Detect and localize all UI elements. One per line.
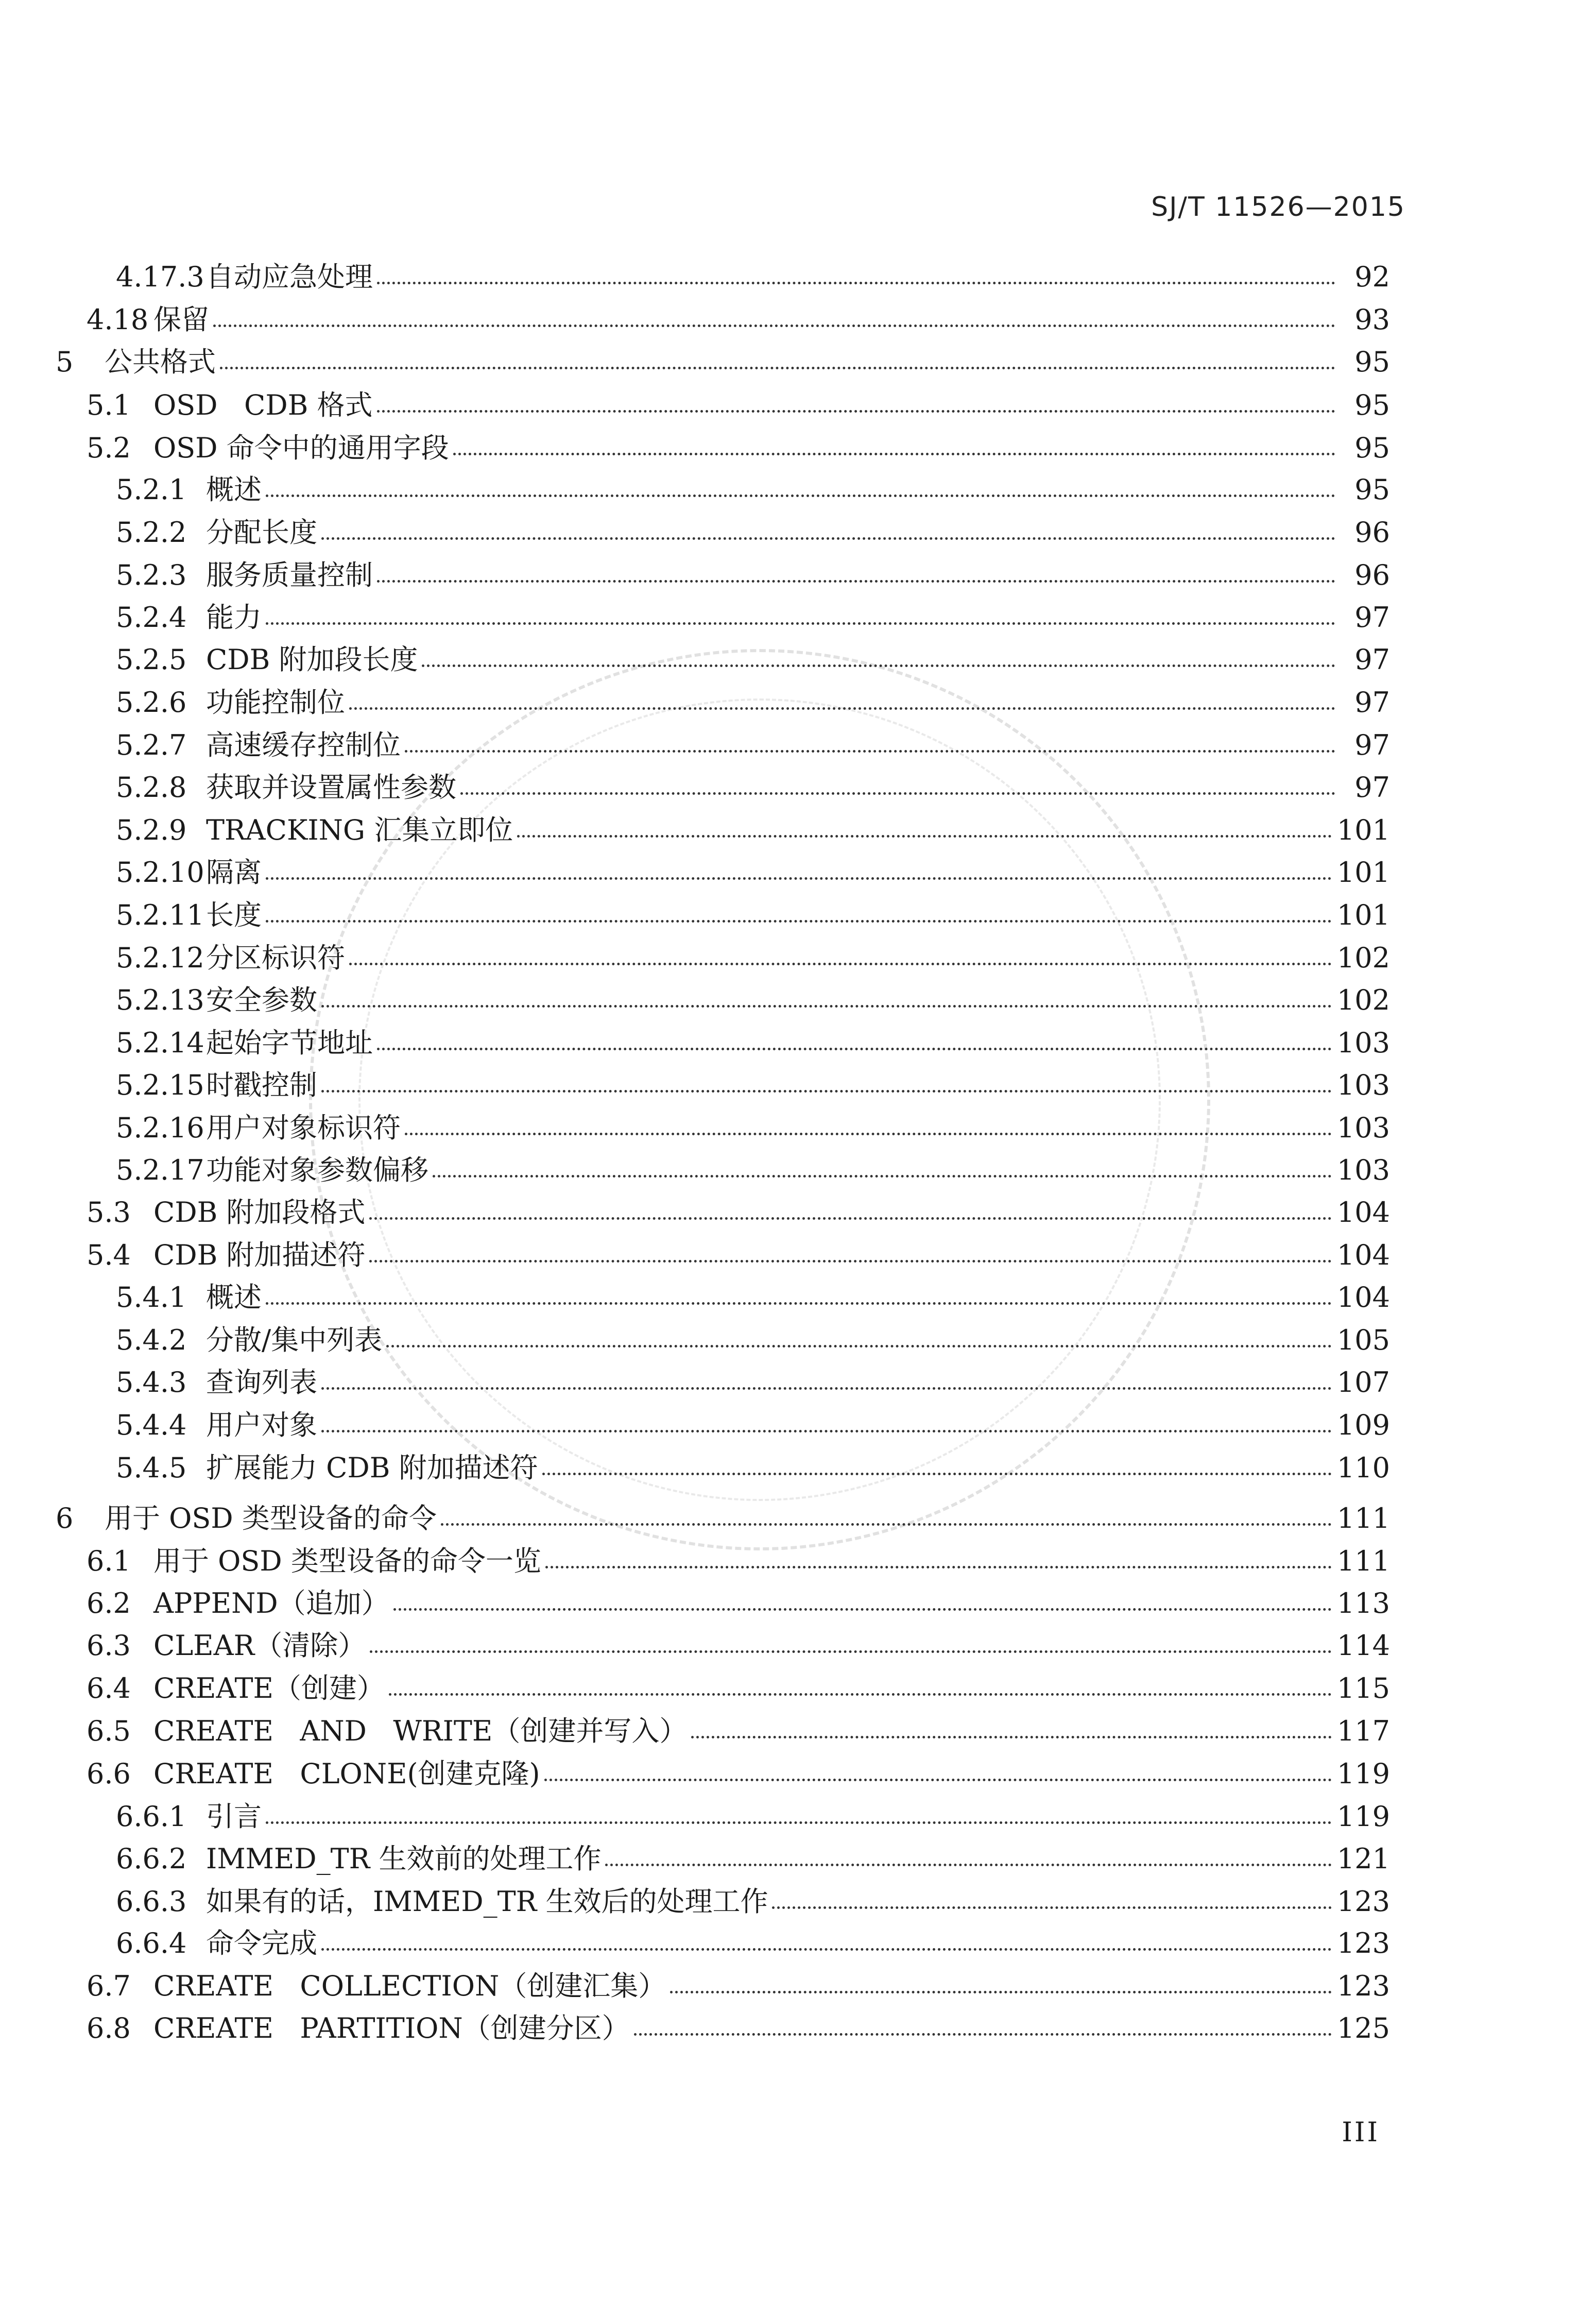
toc-dot-leader	[386, 1329, 1332, 1347]
toc-entry[interactable]	[0, 426, 1596, 467]
toc-entry-title: 用户对象标识符	[206, 1112, 401, 1144]
toc-entry-title: 自动应急处理	[206, 261, 373, 293]
toc-entry-number: 5.2.15	[116, 1069, 204, 1101]
toc-dot-leader	[393, 1593, 1332, 1611]
toc-entry-number: 5.2.9	[116, 814, 187, 846]
toc-entry[interactable]	[0, 1318, 1596, 1359]
toc-entry-title: 如果有的话，IMMED_TR 生效后的处理工作	[206, 1885, 768, 1918]
toc-dot-leader	[370, 1635, 1332, 1653]
toc-entry-title: 安全参数	[206, 984, 317, 1016]
toc-entry-title: 能力	[206, 601, 262, 634]
toc-entry-page: 123	[1336, 1885, 1390, 1918]
toc-entry-title: CREATE AND WRITE（创建并写入）	[153, 1715, 688, 1747]
toc-dot-leader	[517, 820, 1332, 838]
toc-entry-page: 96	[1354, 516, 1390, 549]
toc-entry-title: CREATE PARTITION（创建分区）	[153, 2012, 630, 2044]
toc-entry-title: OSD CDB 格式	[153, 389, 373, 421]
toc-entry-title: TRACKING 汇集立即位	[206, 814, 513, 846]
toc-entry-page: 111	[1336, 1545, 1390, 1577]
toc-entry[interactable]	[0, 1403, 1596, 1444]
toc-dot-leader	[369, 1244, 1331, 1263]
page-number: III	[1342, 2117, 1380, 2148]
toc-entry-number: 4.17.3	[116, 261, 204, 293]
toc-entry-number: 6.2	[87, 1587, 131, 1619]
toc-entry-page: 103	[1336, 1069, 1390, 1101]
toc-entry-page: 119	[1336, 1758, 1390, 1790]
toc-entry[interactable]	[0, 723, 1596, 764]
toc-entry-title: 引言	[206, 1800, 262, 1833]
toc-entry[interactable]	[0, 765, 1596, 807]
toc-entry[interactable]	[0, 1921, 1596, 1963]
toc-entry-number: 6.6.3	[116, 1885, 187, 1918]
toc-entry-title: CLEAR（清除）	[153, 1629, 366, 1662]
toc-entry-title: 获取并设置属性参数	[206, 771, 456, 804]
toc-entry-title: 扩展能力 CDB 附加描述符	[206, 1452, 538, 1484]
toc-entry-number: 5.4.5	[116, 1452, 187, 1484]
toc-entry[interactable]	[0, 1190, 1596, 1232]
toc-dot-leader	[377, 1032, 1332, 1050]
toc-entry-page: 95	[1354, 432, 1390, 464]
toc-entry-page: 104	[1336, 1196, 1390, 1229]
toc-entry-title: 概述	[206, 473, 262, 506]
toc-entry-number: 4.18	[87, 303, 149, 336]
toc-entry[interactable]	[0, 680, 1596, 722]
toc-dot-leader	[213, 309, 1335, 327]
toc-entry[interactable]	[0, 1624, 1596, 1665]
toc-dot-leader	[691, 1720, 1332, 1738]
toc-entry[interactable]	[0, 1752, 1596, 1793]
toc-entry-title: 分区标识符	[206, 942, 345, 974]
toc-entry-title: 概述	[206, 1281, 262, 1313]
toc-entry-page: 93	[1354, 303, 1390, 336]
toc-entry-title: CDB 附加描述符	[153, 1239, 366, 1271]
toc-dot-leader	[266, 479, 1335, 497]
toc-entry-page: 92	[1354, 261, 1390, 293]
toc-entry-number: 5.2.17	[116, 1154, 204, 1186]
toc-entry[interactable]	[0, 893, 1596, 934]
toc-entry[interactable]	[0, 1063, 1596, 1104]
toc-dot-leader	[266, 607, 1335, 625]
toc-entry[interactable]	[0, 1021, 1596, 1062]
toc-entry-page: 97	[1354, 729, 1390, 761]
toc-entry-number: 5.3	[87, 1196, 131, 1229]
toc-entry-page: 95	[1354, 389, 1390, 421]
toc-entry-page: 101	[1336, 814, 1390, 846]
toc-entry[interactable]	[0, 2006, 1596, 2048]
toc-entry-number: 5.2.10	[116, 856, 204, 889]
toc-dot-leader	[321, 522, 1335, 540]
toc-entry-page: 97	[1354, 771, 1390, 804]
toc-entry-number: 5.2.13	[116, 984, 204, 1016]
toc-entry-number: 5.2.3	[116, 559, 187, 591]
toc-dot-leader	[772, 1891, 1331, 1909]
toc-dot-leader	[369, 1202, 1331, 1220]
toc-entry-number: 6.6.2	[116, 1843, 187, 1875]
toc-entry-title: 起始字节地址	[206, 1027, 373, 1059]
toc-entry-title: 服务质量控制	[206, 559, 373, 591]
toc-entry-number: 6.6.4	[116, 1927, 187, 1959]
toc-dot-leader	[441, 1508, 1332, 1526]
toc-dot-leader	[670, 1975, 1332, 1993]
toc-entry-page: 102	[1336, 942, 1390, 974]
toc-entry-page: 113	[1336, 1587, 1390, 1619]
toc-entry[interactable]	[0, 1666, 1596, 1708]
toc-entry-number: 5.2.11	[116, 899, 204, 931]
toc-dot-leader	[321, 1372, 1332, 1390]
toc-entry-page: 103	[1336, 1154, 1390, 1186]
toc-entry-number: 5.2.12	[116, 942, 204, 974]
toc-dot-leader	[321, 1933, 1332, 1951]
toc-entry[interactable]	[0, 1837, 1596, 1878]
toc-entry-page: 95	[1354, 346, 1390, 378]
toc-entry-page: 95	[1354, 473, 1390, 506]
toc-entry[interactable]	[0, 1539, 1596, 1580]
document-code: SJ/T 11526—2015	[1151, 192, 1405, 223]
toc-dot-leader	[321, 990, 1332, 1008]
toc-entry-page: 125	[1336, 2012, 1390, 2044]
toc-dot-leader	[377, 266, 1335, 284]
toc-entry[interactable]	[0, 553, 1596, 594]
toc-entry-page: 105	[1336, 1324, 1390, 1356]
toc-entry-number: 6.6.1	[116, 1800, 187, 1833]
toc-entry-title: 用于 OSD 类型设备的命令一览	[153, 1545, 541, 1577]
toc-entry-title: 功能控制位	[206, 686, 345, 719]
toc-dot-leader	[349, 947, 1332, 965]
toc-entry-number: 5.4.2	[116, 1324, 187, 1356]
toc-entry-page: 104	[1336, 1281, 1390, 1313]
toc-entry-number: 5.4.3	[116, 1366, 187, 1398]
toc-entry[interactable]	[0, 1795, 1596, 1836]
toc-dot-leader	[634, 2018, 1332, 2036]
toc-entry[interactable]	[0, 1275, 1596, 1317]
toc-entry-page: 123	[1336, 1970, 1390, 2002]
toc-entry-number: 5.2.1	[116, 473, 187, 506]
toc-entry[interactable]	[0, 808, 1596, 849]
toc-entry-title: IMMED_TR 生效前的处理工作	[206, 1843, 602, 1875]
toc-entry[interactable]	[0, 1581, 1596, 1623]
toc-entry-number: 5.2.14	[116, 1027, 204, 1059]
toc-entry[interactable]	[0, 298, 1596, 339]
toc-entry-number: 6.7	[87, 1970, 131, 2002]
toc-dot-leader	[220, 351, 1335, 369]
toc-dot-leader	[460, 777, 1335, 795]
toc-entry-number: 6	[56, 1502, 74, 1534]
toc-entry-title: 查询列表	[206, 1366, 317, 1398]
toc-dot-leader	[321, 1414, 1332, 1432]
toc-entry-number: 5.4.1	[116, 1281, 187, 1313]
toc-entry-page: 121	[1336, 1843, 1390, 1875]
toc-entry-title: 用户对象	[206, 1409, 317, 1441]
toc-entry-page: 111	[1336, 1502, 1390, 1534]
toc-entry-title: APPEND（追加）	[153, 1587, 389, 1619]
toc-entry-title: 高速缓存控制位	[206, 729, 401, 761]
toc-entry-number: 6.3	[87, 1629, 131, 1662]
toc-entry[interactable]	[0, 1496, 1596, 1538]
toc-entry-number: 6.5	[87, 1715, 131, 1747]
toc-entry[interactable]	[0, 1880, 1596, 1921]
toc-entry-number: 6.6	[87, 1758, 131, 1790]
toc-entry-number: 5.2.6	[116, 686, 187, 719]
toc-entry-page: 107	[1336, 1366, 1390, 1398]
toc-entry-page: 114	[1336, 1629, 1390, 1662]
toc-entry-number: 6.1	[87, 1545, 131, 1577]
toc-entry-number: 5.2.7	[116, 729, 187, 761]
toc-entry-page: 104	[1336, 1239, 1390, 1271]
toc-entry-page: 101	[1336, 899, 1390, 931]
toc-entry[interactable]	[0, 638, 1596, 679]
toc-dot-leader	[266, 862, 1332, 880]
toc-dot-leader	[433, 1159, 1332, 1178]
toc-entry-title: CREATE CLONE(创建克隆)	[153, 1758, 540, 1790]
toc-dot-leader	[266, 1287, 1332, 1305]
toc-entry-number: 5.2.16	[116, 1112, 204, 1144]
toc-dot-leader	[453, 437, 1335, 455]
toc-entry-page: 97	[1354, 643, 1390, 676]
toc-entry-number: 5.2.8	[116, 771, 187, 804]
toc-entry-page: 109	[1336, 1409, 1390, 1441]
toc-entry-number: 5.2.5	[116, 643, 187, 676]
toc-dot-leader	[377, 395, 1335, 413]
toc-entry[interactable]	[0, 1964, 1596, 2005]
toc-entry-page: 123	[1336, 1927, 1390, 1959]
toc-dot-leader	[542, 1457, 1332, 1475]
toc-entry-number: 6.8	[87, 2012, 131, 2044]
toc-entry[interactable]	[0, 1360, 1596, 1402]
toc-entry[interactable]	[0, 383, 1596, 424]
toc-entry-number: 6.4	[87, 1672, 131, 1704]
toc-entry-title: CDB 附加段长度	[206, 643, 418, 676]
toc-entry-number: 5	[56, 346, 74, 378]
toc-dot-leader	[349, 692, 1335, 710]
toc-entry-title: 用于 OSD 类型设备的命令	[105, 1502, 437, 1534]
toc-dot-leader	[544, 1763, 1332, 1781]
toc-entry-title: CREATE（创建）	[153, 1672, 385, 1704]
toc-entry[interactable]	[0, 936, 1596, 977]
toc-entry-title: CREATE COLLECTION（创建汇集）	[153, 1970, 666, 2002]
toc-entry-title: 功能对象参数偏移	[206, 1154, 428, 1186]
toc-dot-leader	[266, 1806, 1332, 1824]
toc-entry[interactable]	[0, 1233, 1596, 1274]
toc-entry-page: 110	[1336, 1452, 1390, 1484]
toc-entry[interactable]	[0, 510, 1596, 552]
toc-entry-page: 96	[1354, 559, 1390, 591]
toc-entry-number: 5.2.2	[116, 516, 187, 549]
toc-entry-page: 119	[1336, 1800, 1390, 1833]
toc-entry-page: 103	[1336, 1027, 1390, 1059]
toc-entry-number: 5.1	[87, 389, 131, 421]
toc-entry-page: 102	[1336, 984, 1390, 1016]
toc-dot-leader	[389, 1678, 1332, 1696]
toc-entry[interactable]	[0, 1709, 1596, 1750]
toc-dot-leader	[405, 735, 1335, 753]
toc-entry-page: 97	[1354, 686, 1390, 719]
toc-entry[interactable]	[0, 1148, 1596, 1189]
toc-entry-page: 115	[1336, 1672, 1390, 1704]
toc-entry-page: 103	[1336, 1112, 1390, 1144]
toc-entry[interactable]	[0, 340, 1596, 381]
toc-dot-leader	[422, 649, 1335, 667]
toc-entry-number: 5.4	[87, 1239, 131, 1271]
toc-dot-leader	[377, 565, 1335, 583]
toc-dot-leader	[545, 1550, 1332, 1568]
toc-entry-page: 117	[1336, 1715, 1390, 1747]
toc-entry[interactable]	[0, 978, 1596, 1019]
toc-entry[interactable]	[0, 850, 1596, 892]
toc-entry[interactable]	[0, 468, 1596, 509]
toc-entry-number: 5.2	[87, 432, 131, 464]
toc-entry-title: 保留	[153, 303, 209, 336]
toc-entry-title: OSD 命令中的通用字段	[153, 432, 449, 464]
toc-entry-page: 97	[1354, 601, 1390, 634]
toc-entry-number: 5.4.4	[116, 1409, 187, 1441]
toc-entry-title: 分散/集中列表	[206, 1324, 383, 1356]
toc-dot-leader	[405, 1117, 1332, 1135]
toc-entry[interactable]	[0, 255, 1596, 296]
toc-dot-leader	[266, 905, 1332, 923]
toc-entry[interactable]	[0, 1106, 1596, 1147]
toc-entry-page: 101	[1336, 856, 1390, 889]
toc-dot-leader	[605, 1848, 1331, 1866]
toc-entry-title: CDB 附加段格式	[153, 1196, 366, 1229]
toc-entry[interactable]	[0, 595, 1596, 637]
toc-entry-title: 命令完成	[206, 1927, 317, 1959]
toc-entry-title: 隔离	[206, 856, 262, 889]
toc-entry-title: 分配长度	[206, 516, 317, 549]
toc-entry-title: 时戳控制	[206, 1069, 317, 1101]
toc-entry-title: 长度	[206, 899, 262, 931]
toc-entry-title: 公共格式	[105, 346, 216, 378]
toc-entry-number: 5.2.4	[116, 601, 187, 634]
toc-entry[interactable]	[0, 1446, 1596, 1487]
toc-dot-leader	[321, 1074, 1332, 1093]
